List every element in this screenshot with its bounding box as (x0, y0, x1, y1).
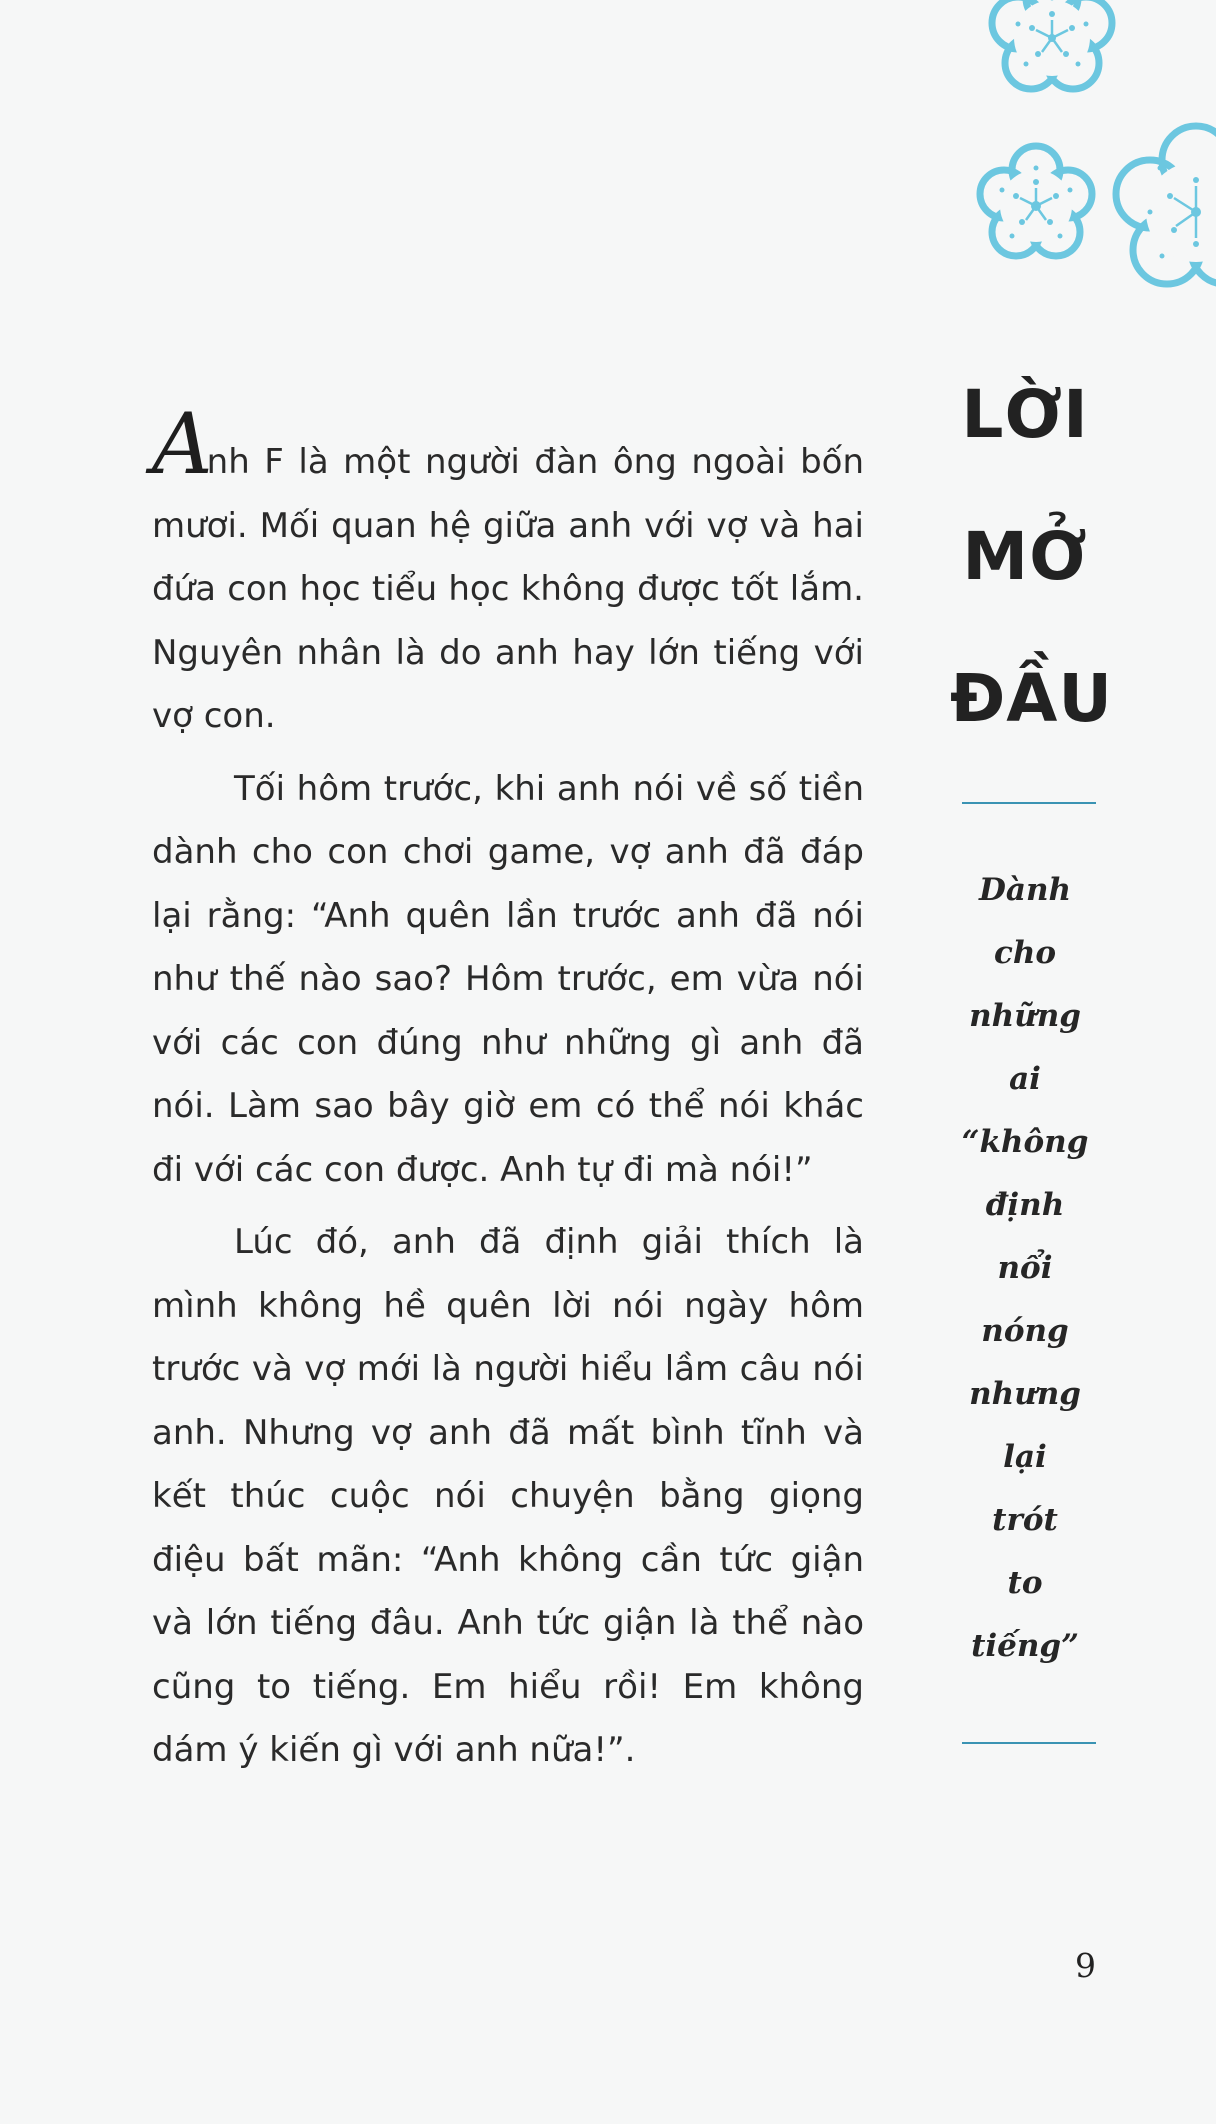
subtitle-word: tiếng” (971, 1628, 1079, 1664)
divider-bottom (962, 1742, 1096, 1744)
subtitle-word: ai (1009, 1061, 1041, 1097)
subtitle-word: to (1007, 1565, 1043, 1601)
paragraph-3: Lúc đó, anh đã định giải thích là mình không hề quên lời nói ngày hôm trước và vợ mới là người hiểu lầm câu nói anh. Nhưng vợ anh đã mất bình tĩnh và kết thúc cuộc nói chuyện bằng giọng điệu bất mãn: “Anh không cần tức giận và lớn tiếng đâu. Anh tức giận là thể nào cũng to tiếng. Em hiểu rồi! Em không dám ý kiến gì với anh nữa!”. (152, 1222, 864, 1770)
subtitle-word: nóng (981, 1313, 1069, 1349)
title-line-2: MỞ (962, 518, 1088, 595)
subtitle-word: nổi (997, 1250, 1053, 1286)
subtitle-word: định (985, 1187, 1065, 1223)
subtitle-word: Dành (978, 872, 1072, 908)
paragraph-1 (152, 395, 864, 749)
subtitle-word: “không (961, 1124, 1089, 1160)
title-line-3: ĐẦU (950, 660, 1113, 737)
subtitle-word: cho (993, 935, 1057, 971)
divider-top (962, 802, 1096, 804)
subtitle-word: những (969, 998, 1081, 1034)
page-number: 9 (1075, 1946, 1096, 1985)
subtitle-word: lại (1003, 1439, 1047, 1475)
title-line-1: LỜI (961, 376, 1089, 453)
paragraph-1-text: nh F là một người đàn ông ngoài bốn mươi. Mối quan hệ giữa anh với vợ và hai đứa con học tiểu học không được tốt lắm. Nguyên nhân là do anh hay lớn tiếng với vợ con. (152, 442, 864, 736)
subtitle-word: nhưng (969, 1376, 1081, 1412)
drop-cap: A (152, 395, 207, 493)
subtitle-word: trót (992, 1502, 1058, 1538)
body-text (152, 395, 864, 1792)
cherry-blossom-icon (960, 0, 1216, 310)
paragraph-2: Tối hôm trước, khi anh nói về số tiền dành cho con chơi game, vợ anh đã đáp lại rằng: “Anh quên lần trước anh đã nói như thế nào sao? Hôm trước, em vừa nói với các con đúng như những gì anh đã nói. Làm sao bây giờ em có thể nói khác đi với các con được. Anh tự đi mà nói!” (152, 768, 864, 1190)
